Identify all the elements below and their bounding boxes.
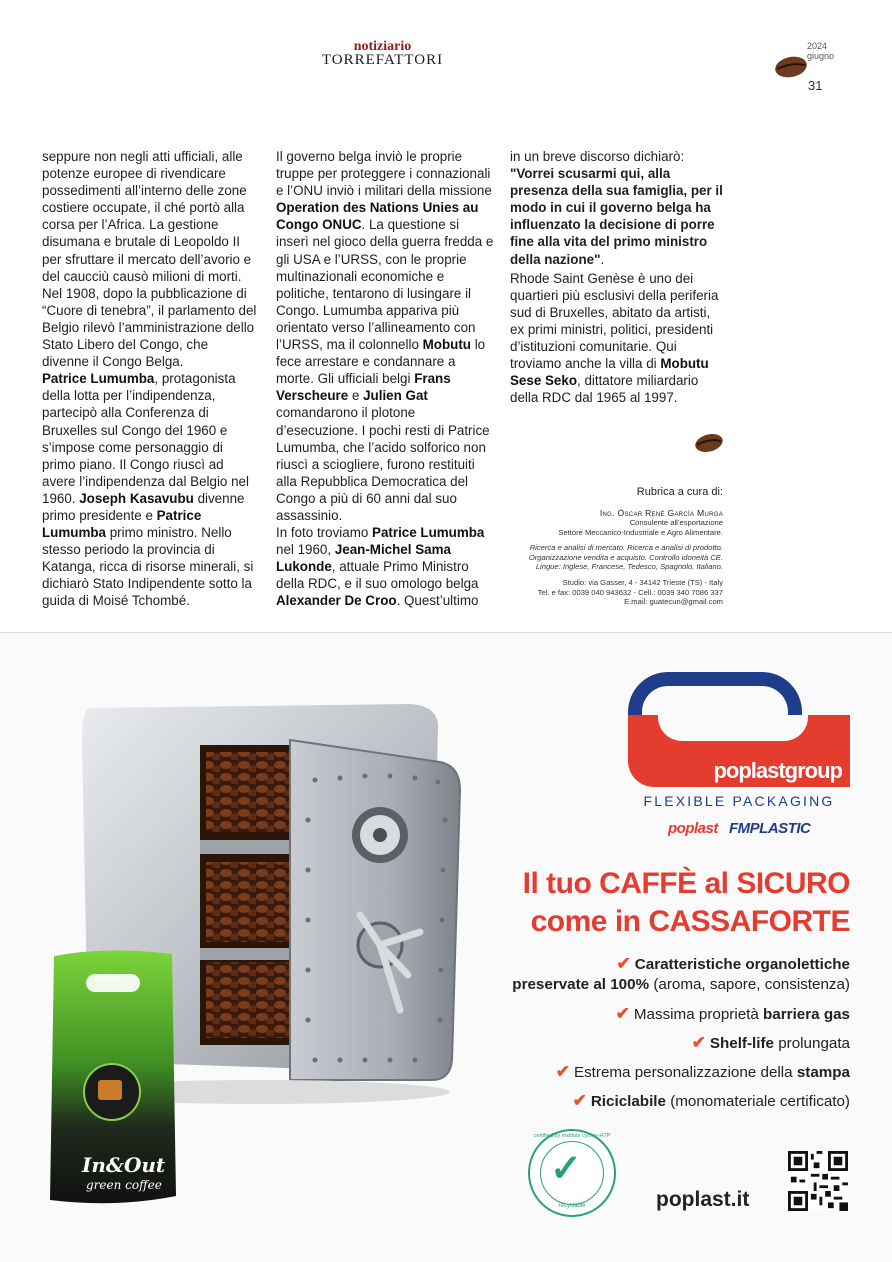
feature-item: ✔ Estrema personalizzazione della stampa (555, 1062, 850, 1081)
check-icon: ✔ (615, 1004, 630, 1023)
author-role: Consulente all’esportazione (629, 518, 723, 528)
author-name: Ing. Óscar René García Murga (599, 508, 723, 518)
check-icon: ✔ (555, 1062, 570, 1081)
feature-item: ✔ Massima proprietà barriera gas (615, 1004, 850, 1023)
languages-line: Lingue: Inglese, Francese, Tedesco, Spagnolo, Italiano. (535, 562, 723, 572)
masthead (300, 40, 465, 68)
author-credits (505, 486, 723, 607)
paragraph: Rhode Saint Genèse è uno dei quartieri più esclusivi della periferia sud di Bruxelles, abitato da artisti, ex primi ministri, politici, presidenti d’istituzioni comunitarie. Qui troviamo anche la villa di Mobutu Sese Seko, dittatore miliardario della RDC dal 1965 al 1997. (510, 270, 719, 406)
check-icon: ✔ (616, 954, 631, 973)
coffee-bean-icon (774, 54, 808, 80)
bag-brand: poplast (96, 975, 121, 982)
check-icon: ✔ (572, 1091, 587, 1110)
qr-code-icon[interactable] (788, 1151, 848, 1211)
badge-label: recyclable (558, 1203, 586, 1209)
article-column-1 (42, 148, 258, 610)
issue-month: giugno (807, 51, 835, 61)
paragraph: in un breve discorso dichiarò: "Vorrei scusarmi qui, alla presenza della sua famiglia, per il modo in cui il governo belga ha influenzato la decisione di porre fine alla vita del primo ministro della nazione". (510, 149, 723, 267)
feature-item: ✔ Caratteristiche organolettiche preservate al 100% (aroma, sapore, consistenza) (512, 954, 850, 993)
masthead-title: TORREFATTORI (321, 52, 444, 68)
page-number: 31 (808, 78, 823, 93)
ad-headline: Il tuo CAFFÈ al SICURO come in CASSAFORTE (522, 867, 850, 938)
paragraph: Il governo belga inviò le proprie truppe per proteggere i connazionali e l’ONU inviò i militari della missione Operation des Nations Unies au Congo ONUC. La questione si inserì nel gioco della guerra fredda e gli USA e l’URSS, con le proprie multinazionali economiche e politiche, tentarono di lusingare il Congo. Lumumba appariva più orientato verso l’allineamento con l’URSS, ma il colonnello Mobutu lo fece arrestare e condannare a morte. Gli ufficiali belgi Frans Verscheure e Julien Gat comandarono il plotone d’esecuzione. I pochi resti di Patrice Lumumba, che l’acido solforico non riuscì a sciogliere, furono restituiti alla Repubblica Democratica del Congo a più di 60 anni dal suo assassinio. (276, 149, 494, 523)
quote: "Vorrei scusarmi qui, alla presenza della sua famiglia, per il modo in cui il governo belga ha influenzato la decisione di porre fine alla vita del primo ministro della nazione" (510, 166, 723, 267)
article-column-3 (510, 148, 726, 406)
recyclable-badge (528, 1129, 616, 1217)
feature-item: ✔ Riciclabile (monomateriale certificato) (572, 1091, 850, 1110)
author-sector: Settore Meccanico-Industriale e Agro Alimentare. (558, 527, 723, 537)
paragraph: seppure non negli atti ufficiali, alle potenze europee di rivendicare possedimenti all’interno delle zone costiere occupate, il ché portò alla corsa per l’Africa. La gestione disumana e brutale di Leopoldo II per sfruttare il mercato dell’avorio e del caucciù causò milioni di morti. Nel 1908, dopo la pubblicazione di “Cuore di tenebra”, il parlamento del Belgio rilevò l’amministrazione dello Stato Libero del Congo, che divenne il Congo Belga. (42, 149, 257, 370)
paragraph: Patrice Lumumba, protagonista della lotta per l’indipendenza, partecipò alla Conferenza di Bruxelles sul Congo del 1960 e s’impose come personaggio di primo piano. Il Congo riuscì ad avere l’indipendenza dal Belgio nel 1960. Joseph Kasavubu divenne primo presidente e Patrice Lumumba primo ministro. Nello stesso periodo la provincia di Katanga, ricca di risorse minerali, si dichiarò Stato Indipendente sotto la guida di Moisé Tchombé. (42, 371, 254, 609)
website-link[interactable]: poplast.it (656, 1188, 750, 1211)
bag-title: In&Out (82, 1153, 166, 1177)
issue-date (807, 41, 834, 61)
services-line: Ricerca e analisi di mercato. Ricerca e analisi di prodotto. (529, 543, 723, 553)
studio-address: Studio: via Gasser, 4 - 34142 Trieste (TS) - Italy (562, 578, 723, 588)
logo-text: poplastgroup (713, 758, 842, 783)
tagline: FLEXIBLE PACKAGING (643, 793, 835, 809)
article-column-2 (276, 148, 494, 610)
coffee-bean-icon (694, 432, 724, 454)
checkmark-icon: ✓ (550, 1148, 582, 1190)
masthead-top: notiziario (353, 39, 412, 54)
email-line: E.mail: guatecun@gmail.com (624, 597, 723, 607)
paragraph: In foto troviamo Patrice Lumumba nel 1960, Jean-Michel Sama Lukonde, attuale Primo Ministro della RDC, e il suo omologo belga Alexander De Croo. Quest’ultimo (276, 525, 485, 609)
services-line: Organizzazione vendita e acquisto. Controllo idoneità CE. (528, 552, 723, 562)
badge-cert-text: certified by institute cyclos-HTP (533, 1133, 611, 1139)
issue-year: 2024 (807, 41, 828, 51)
brand-fmplastic: FMPLASTIC (729, 820, 811, 837)
bag-subtitle: green coffee (86, 1178, 162, 1192)
feature-item: ✔ Shelf-life prolungata (691, 1033, 850, 1052)
brand-poplast: poplast (668, 820, 718, 837)
check-icon: ✔ (691, 1033, 706, 1052)
phone-line: Tel. e fax: 0039 040 943632 - Cell.: 0039 340 7086 337 (537, 587, 723, 597)
credits-heading: Rubrica a cura di: (636, 486, 723, 498)
